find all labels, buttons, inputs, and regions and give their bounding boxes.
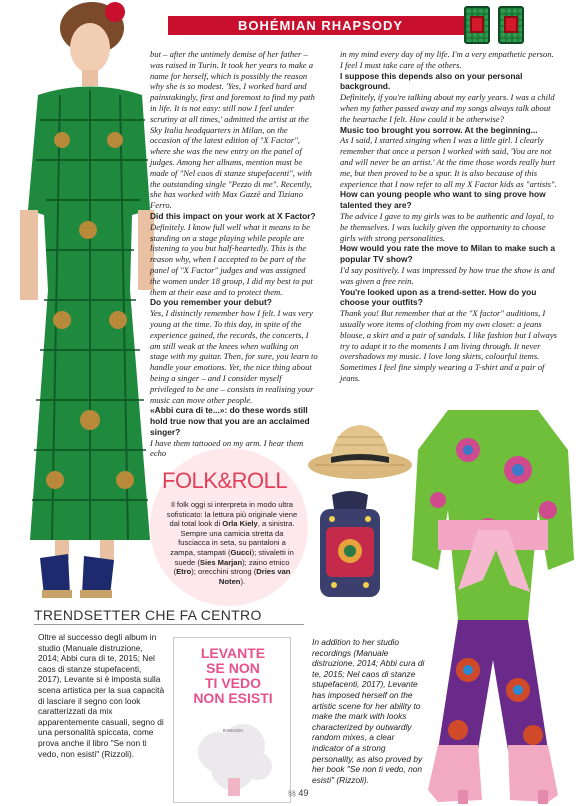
folk-text: ). — [240, 576, 246, 586]
folk-text: ); stivaletti in suede ( — [174, 547, 294, 567]
article-column-2 — [340, 49, 558, 384]
interview-answer: Thank you! But remember that at the "X factor" auditions, I usually wore items of clothing from my own closet: a jeans blouse, a skirt and a pair of sandals. I like fashion but I always try to adapt it to the moments I am living through. It never overshadows my music. I love long skirts, colourful items. Sometimes I feel fine simply wearing a T-shirt and a pair of jeans. — [340, 308, 557, 383]
interview-answer: in my mind every day of my life. I'm a very empathetic person. I feel I must take care of the others. — [340, 49, 554, 70]
ethnic-backpack-photo — [312, 487, 388, 602]
book-title-line: NON ESISTI — [193, 690, 273, 706]
sandals-photo — [30, 548, 120, 600]
interview-answer: Definitely. I know full well what it means to be standing on a stage playing while people are listening to you but half-heartedly. This is the reason why, when I accepted to be part of the panel of "X Factor" judges and was assigned the women under 18 group, I did my best to put them at their ease and to protect them. — [150, 221, 313, 297]
trend-italian-text: Oltre al successo degli album in studio (Manuale distruzione, 2014; Abbi cura di te, 2015; Nel caos di stanze stupefacenti, 2017), Levante si è imposta sulla scena artistica per la sua capacità di lasciare il segno con look caratterizzati da mix apparentemente casuali, segno di una personalità spiccata, come prova anche il libro "Se non ti vedo, non esisti" (Rizzoli). — [38, 632, 165, 759]
folk-roll-box — [150, 448, 310, 604]
interview-question: How would you rate the move to Milan to make such a popular TV show? — [340, 243, 555, 265]
interview-answer: Yes, I distinctly remember how I felt. I was very young at the time. To this day, in spite of the experience gained, the records, the concerts, I am still weak at the knees when walking on stage with my guitar. Then, for sure, you learn to handle your emotions. Yet, the nice thing about being a singer – and I consider myself privileged to be one – consists in realising your music can move other people. — [150, 308, 318, 405]
folk-brand-name: Dries van Noten — [218, 567, 291, 586]
folk-brand-name: Sies Marjan — [199, 557, 243, 567]
interview-question: «Abbi cura di te...»: do these words still hold true now that you are an acclaimed singer? — [150, 405, 310, 437]
article-lead: but – after the untimely demise of her father – was raised in Turin. It took her years to make a name for herself, which is possibly the reason why she is so modest. 'Yes, I worked hard and painstakingly, first and foremost to find my path in life. It is not easy: still now I feel under scrutiny at all times,' admitted the artist at the Sky Italia headquarters in Milan, on the occasion of the latest edition of "X Factor", where she was the new entry on the panel of judges. Among her albums, mention must be made of "Nel caos di stanze stupefacenti", with the outstanding single "Pezzo di me". Recently, she has worked with Max Gazzè and Tiziano Ferro. — [150, 49, 315, 211]
section-header — [168, 16, 473, 35]
interview-question: Music too brought you sorrow. At the beginning... — [340, 124, 538, 135]
book-cover — [173, 637, 291, 803]
book-genre-label: ROMANZO — [222, 728, 244, 733]
earring-left-icon — [464, 6, 490, 44]
earring-right-icon — [498, 6, 524, 44]
page-number — [288, 788, 308, 798]
interview-answer: As I said, I started singing when I was a little girl. I clearly remember that once a person I worked with said, 'You are not and will never be an artist.' At the time those words really hurt me, but then proved to be a spur. It is also because of this experience that I now refer to all my X Factor kids as "artists". — [340, 135, 557, 189]
trend-divider — [34, 624, 304, 625]
folk-text: ); zaino etnico ( — [173, 557, 290, 577]
folk-body — [166, 500, 298, 586]
folk-text: ); orecchini strong ( — [191, 567, 257, 577]
interview-question: How can young people who want to sing prove how talented they are? — [340, 189, 546, 211]
interview-question: I suppose this depends also on your personal background. — [340, 70, 523, 92]
article-column-1 — [150, 49, 318, 459]
interview-question: Did this impact on your work at X Factor? — [150, 210, 316, 221]
trend-section-title: TRENDSETTER CHE FA CENTRO — [34, 607, 262, 623]
folk-title: FOLK&ROLL — [162, 468, 288, 493]
folk-brand-name: Gucci — [230, 547, 252, 557]
folk-text: , a sinistra. Sempre una camicia stretta da fusciacca in seta, su pantaloni a zampa, stampati ( — [170, 519, 295, 557]
folk-brand-name: Orla Kiely — [222, 519, 258, 529]
interview-question: You're looked upon as a trend-setter. How do you choose your outfits? — [340, 286, 537, 308]
folk-text: Il folk oggi si interpreta in modo ultra sofisticato: la lettura più originale viene dal total look di — [166, 500, 298, 529]
book-author: LEVANTE — [200, 645, 266, 661]
interview-answer: The advice I gave to my girls was to be authentic and loyal, to be themselves. I was luckily given the opportunity to choose girls with strong personalities. — [340, 210, 554, 243]
folk-brand-name: Etro — [176, 567, 192, 577]
interview-answer: I'd say positively. I was impressed by how true the show is and was given a free rein. — [340, 264, 555, 286]
model-green-dress-photo — [0, 0, 160, 600]
book-title — [174, 646, 291, 706]
brand-mark-icon: §§ — [288, 791, 296, 798]
interview-answer: I have them tattooed on my arm. I hear them echo — [150, 437, 304, 459]
section-title: BOHÉMIAN RHAPSODY — [237, 18, 404, 33]
interview-answer: Definitely, if you're talking about my early years. I was a child when my father passed away and my songs always talk about the heartache I felt. How could it be otherwise? — [340, 92, 555, 124]
page-number-value: 49 — [298, 788, 309, 798]
trend-english-text: In addition to her studio recordings (Manuale distruzione, 2014; Abbi cura di te, 2015; Nel caos di stanze stupefacenti, 2017), Levante has imposed herself on the artistic scene for her ability to make the mark with looks characterized by outwardly random mixes, a clear indicator of a strong personality, as also proved by her book "Se non ti vedo, non esisti" (Rizzoli). — [312, 637, 425, 785]
book-title-line: SE NON — [206, 660, 260, 676]
interview-question: Do you remember your debut? — [150, 297, 272, 308]
book-title-line: TI VEDO — [204, 675, 261, 691]
